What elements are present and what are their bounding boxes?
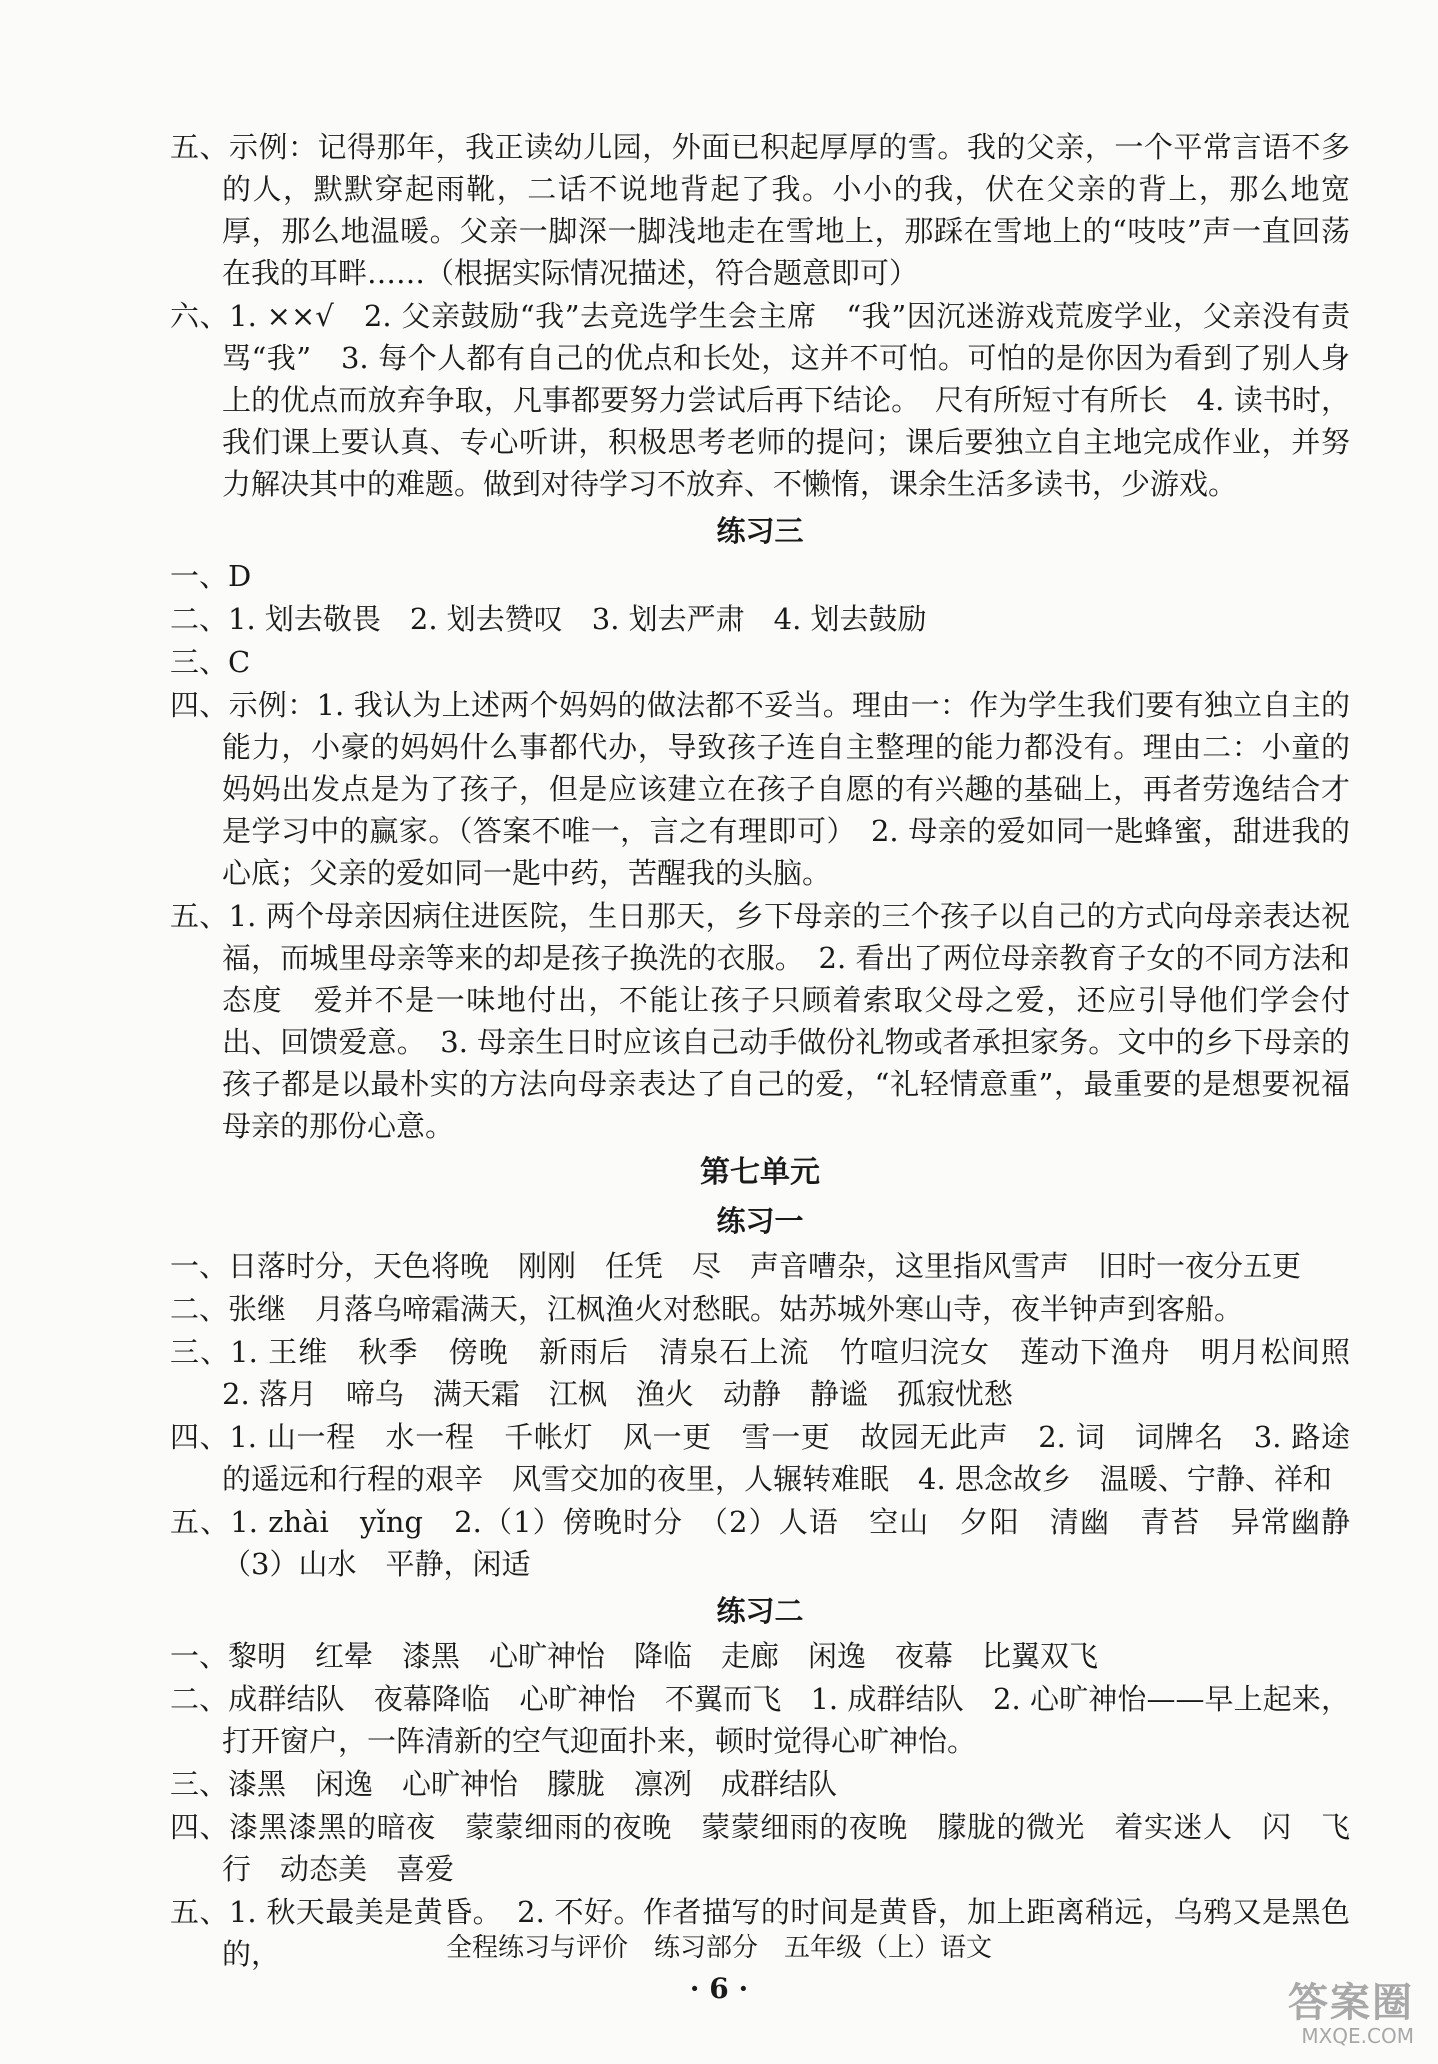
answer-paragraph: 三、C bbox=[170, 645, 251, 679]
section-heading: 练习一 bbox=[716, 1204, 804, 1238]
answer-paragraph: 五、1. 两个母亲因病住进医院，生日那天，乡下母亲的三个孩子以自己的方式向母亲表达祝福，而城里母亲等来的却是孩子换洗的衣服。 2. 看出了两位母亲教育子女的不同方法和态度 爱并不是一味地付出，不能让孩子只顾着索取父母之爱，还应引导他们学会付出、回馈爱意。 3. 母亲生日时应该自己动手做份礼物或者承担家务。文中的乡下母亲的孩子都是以最朴实的方法向母亲表达了自己的爱，“礼轻情意重”，最重要的是想要祝福母亲的那份心意。 bbox=[170, 899, 1350, 1143]
answer-paragraph: 四、示例：1. 我认为上述两个妈妈的做法都不妥当。理由一：作为学生我们要有独立自主的能力，小豪的妈妈什么事都代办，导致孩子连自主整理的能力都没有。理由二：小童的妈妈出发点是为了孩子，但是应该建立在孩子自愿的有兴趣的基础上，再者劳逸结合才是学习中的赢家。（答案不唯一，言之有理即可） 2. 母亲的爱如同一匙蜂蜜，甜进我的心底；父亲的爱如同一匙中药，苦醒我的头脑。 bbox=[170, 688, 1350, 890]
watermark-url: MXQE.COM bbox=[1301, 2024, 1414, 2048]
answer-paragraph: 二、成群结队 夜幕降临 心旷神怡 不翼而飞 1. 成群结队 2. 心旷神怡——早上起来，打开窗户，一阵清新的空气迎面扑来，顿时觉得心旷神怡。 bbox=[170, 1682, 1350, 1758]
answer-paragraph: 三、1. 王维 秋季 傍晚 新雨后 清泉石上流 竹喧归浣女 莲动下渔舟 明月松间照 2. 落月 啼乌 满天霜 江枫 渔火 动静 静谧 孤寂忧愁 bbox=[170, 1335, 1380, 1411]
page-footer: 全程练习与评价 练习部分 五年级（上）语文 bbox=[445, 1933, 992, 1963]
answer-paragraph: 六、1. ××√ 2. 父亲鼓励“我”去竞选学生会主席 “我”因沉迷游戏荒废学业，父亲没有责骂“我” 3. 每个人都有自己的优点和长处，这并不可怕。可怕的是你因为看到了别人身上的优点而放弃争取，凡事都要努力尝试后再下结论。 尺有所短寸有所长 4. 读书时，我们课上要认真、专心听讲，积极思考老师的提问；课后要独立自主地完成作业，并努力解决其中的难题。做到对待学习不放弃、不懒惰，课余生活多读书，少游戏。 bbox=[170, 299, 1350, 501]
site-watermark bbox=[1244, 1982, 1414, 2052]
unit-heading: 第七单元 bbox=[700, 1155, 820, 1190]
section-heading: 练习三 bbox=[716, 514, 804, 548]
answer-paragraph: 四、1. 山一程 水一程 千帐灯 风一更 雪一更 故园无此声 2. 词 词牌名 3. 路途的遥远和行程的艰辛 风雪交加的夜里，人辗转难眠 4. 思念故乡 温暖、宁静、祥和 bbox=[170, 1420, 1350, 1496]
answer-paragraph: 一、黎明 红晕 漆黑 心旷神怡 降临 走廊 闲逸 夜幕 比翼双飞 bbox=[170, 1639, 1099, 1673]
answer-page-content bbox=[170, 126, 1380, 1976]
answer-paragraph: 三、漆黑 闲逸 心旷神怡 朦胧 凛冽 成群结队 bbox=[170, 1767, 838, 1801]
answer-paragraph: 一、D bbox=[170, 559, 252, 593]
answer-paragraph: 二、1. 划去敬畏 2. 划去赞叹 3. 划去严肃 4. 划去鼓励 bbox=[170, 602, 927, 636]
answer-paragraph: 四、漆黑漆黑的暗夜 蒙蒙细雨的夜晚 蒙蒙细雨的夜晚 朦胧的微光 着实迷人 闪 飞行 动态美 喜爱 bbox=[170, 1810, 1350, 1886]
answer-paragraph: 二、张继 月落乌啼霜满天，江枫渔火对愁眠。姑苏城外寒山寺，夜半钟声到客船。 bbox=[170, 1292, 1244, 1326]
watermark-logo-text: 答案圈 bbox=[1288, 1980, 1414, 2026]
page-number: · 6 · bbox=[689, 1972, 749, 2005]
answer-paragraph: 五、示例：记得那年，我正读幼儿园，外面已积起厚厚的雪。我的父亲，一个平常言语不多的人，默默穿起雨靴，二话不说地背起了我。小小的我，伏在父亲的背上，那么地宽厚，那么地温暖。父亲一脚深一脚浅地走在雪地上，那踩在雪地上的“吱吱”声一直回荡在我的耳畔……（根据实际情况描述，符合题意即可） bbox=[170, 130, 1350, 290]
answer-paragraph: 一、日落时分，天色将晚 刚刚 任凭 尽 声音嘈杂，这里指风雪声 旧时一夜分五更 bbox=[170, 1249, 1302, 1283]
answer-paragraph: 五、1. 秋天最美是黄昏。 2. 不好。作者描写的时间是黄昏，加上距离稍远，乌鸦又是黑色的， bbox=[170, 1895, 1350, 1971]
section-heading: 练习二 bbox=[716, 1594, 804, 1628]
answer-paragraph: 五、1. zhài yǐng 2.（1）傍晚时分 （2）人语 空山 夕阳 清幽 青苔 异常幽静 （3）山水 平静，闲适 bbox=[170, 1505, 1380, 1581]
